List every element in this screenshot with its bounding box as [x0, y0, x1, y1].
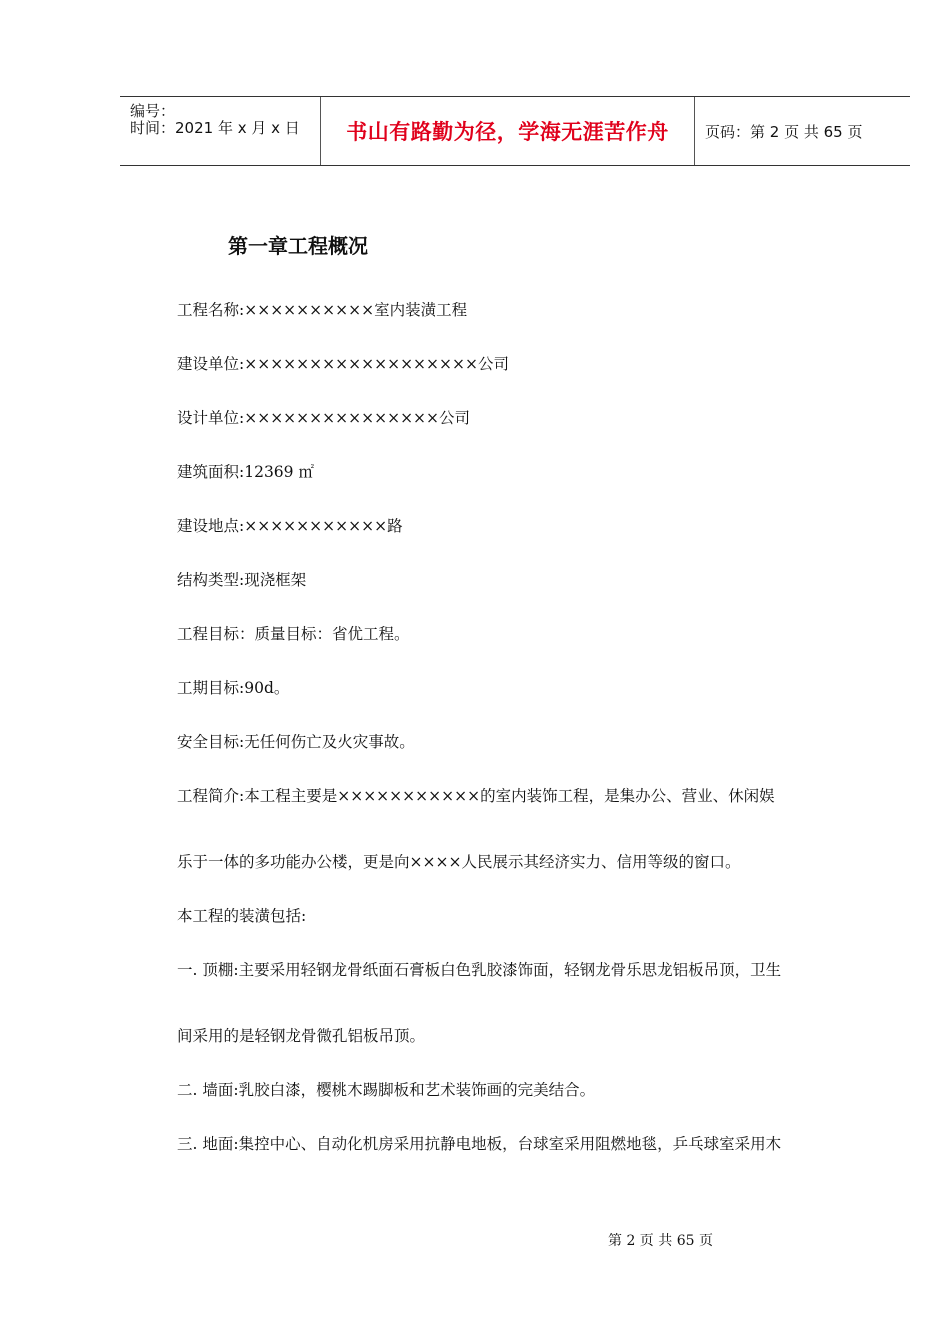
document-number: 编号：	[130, 102, 176, 120]
page-footer: 第 2 页 共 65 页	[608, 1233, 713, 1249]
area-line: 建筑面积:12369 ㎡	[177, 463, 314, 481]
designer-line: 设计单位:×××××××××××××××公司	[177, 409, 471, 427]
wall-line: 二. 墙面:乳胶白漆，樱桃木踢脚板和艺术装饰画的完美结合。	[177, 1081, 596, 1099]
quality-goal-line: 工程目标：质量目标：省优工程。	[177, 625, 410, 643]
safety-goal-line: 安全目标:无任何伤亡及火灾事故。	[177, 733, 415, 751]
header-page-number: 页码：第 2 页 共 65 页	[705, 122, 863, 141]
page-header	[120, 96, 910, 166]
header-motto: 书山有路勤为径，学海无涯苦作舟	[321, 97, 695, 165]
structure-line: 结构类型:现浇框架	[177, 571, 307, 589]
decoration-intro-line: 本工程的装潢包括:	[177, 907, 307, 925]
ceiling-line-1: 一. 顶棚:主要采用轻钢龙骨纸面石膏板白色乳胶漆饰面，轻钢龙骨乐思龙铝板吊顶，卫生	[177, 961, 782, 979]
builder-line: 建设单位:××××××××××××××××××公司	[177, 355, 509, 373]
project-name-line: 工程名称:××××××××××室内装潢工程	[177, 301, 468, 319]
intro-line-1: 工程简介:本工程主要是×××××××××××的室内装饰工程，是集办公、营业、休闲娱	[177, 787, 775, 805]
floor-line: 三. 地面:集控中心、自动化机房采用抗静电地板，台球室采用阻燃地毯，乒乓球室采用木	[177, 1135, 782, 1153]
intro-line-2: 乐于一体的多功能办公楼，更是向××××人民展示其经济实力、信用等级的窗口。	[177, 853, 741, 871]
header-meta	[120, 97, 321, 165]
chapter-title: 第一章工程概况	[228, 234, 368, 258]
schedule-goal-line: 工期目标:90d。	[177, 679, 290, 697]
document-date: 时间：2021 年 x 月 x 日	[130, 119, 300, 137]
location-line: 建设地点:×××××××××××路	[177, 517, 403, 535]
ceiling-line-2: 间采用的是轻钢龙骨微孔铝板吊顶。	[177, 1027, 426, 1045]
